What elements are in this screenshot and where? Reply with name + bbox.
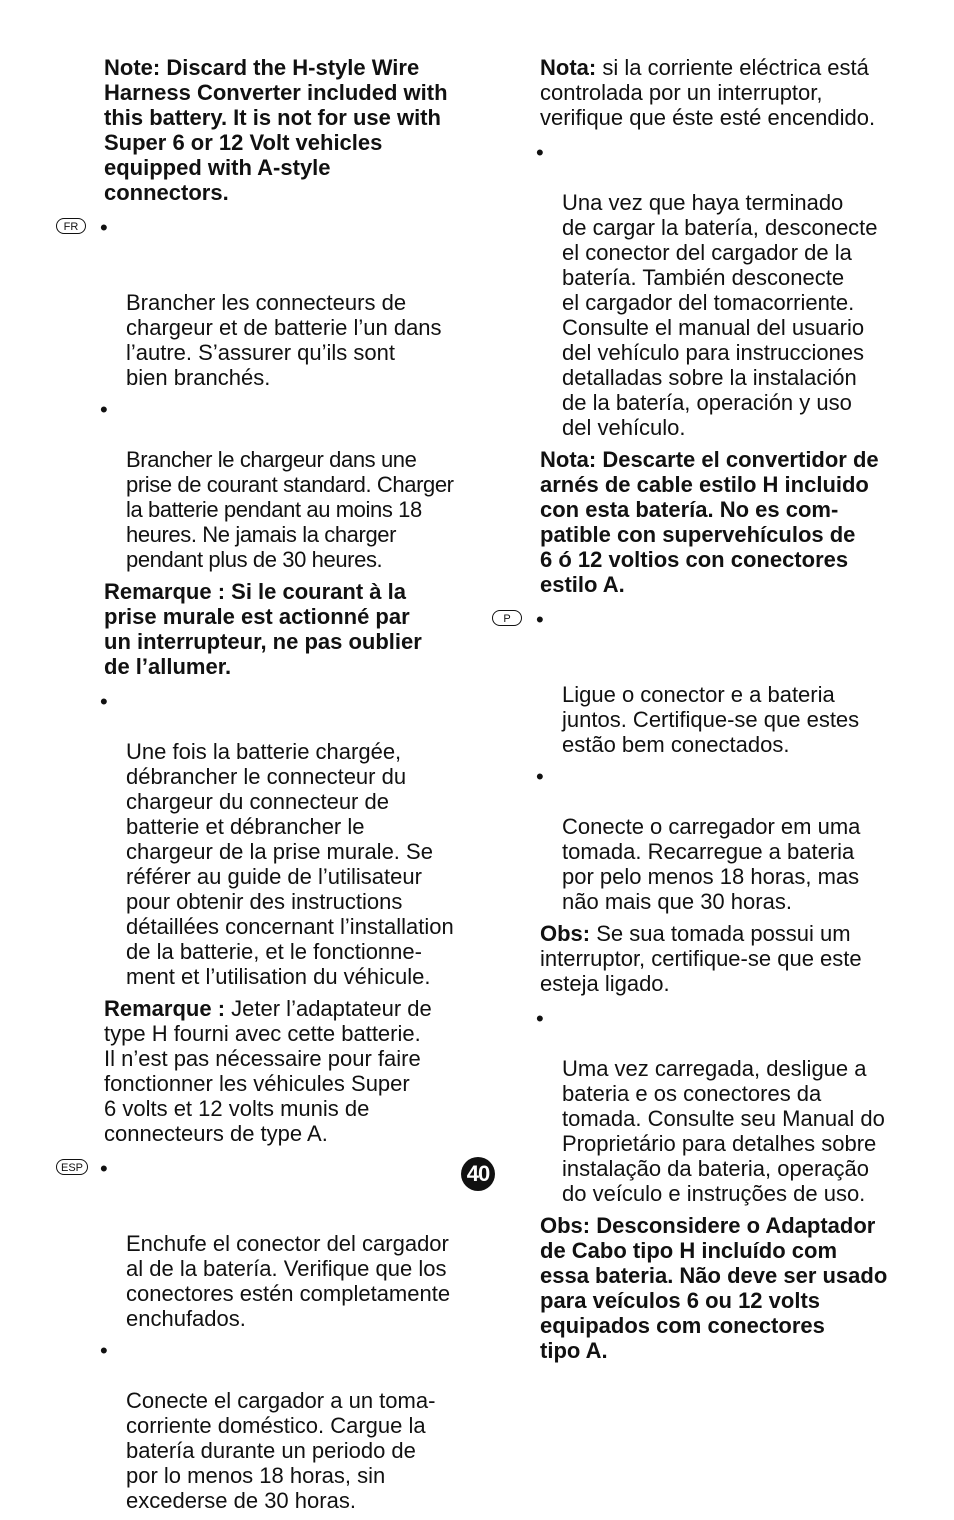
bullet-dot: • xyxy=(536,140,544,165)
esp-bullet-disconnect xyxy=(536,140,900,440)
fr-remarque-switch: Remarque : Si le courant à la prise murale est actionné par un interrupteur, ne pas oublier de l’allumer. xyxy=(104,579,422,679)
bullet-dot: • xyxy=(536,1006,544,1031)
bullet-dot: • xyxy=(100,1156,108,1181)
esp-language-badge: ESP xyxy=(56,1159,88,1175)
bullet-dot: • xyxy=(100,215,108,240)
bullet-dot: • xyxy=(100,689,108,714)
left-column xyxy=(61,55,464,1520)
p-obs-switch-label: Obs: xyxy=(540,921,591,946)
fr-remarque-adapter xyxy=(104,996,464,1146)
esp-bullet-charge-text: Conecte el cargador a un toma- corriente doméstico. Cargue la batería durante un periodo de por lo menos 18 horas, sin excederse de 30 horas. xyxy=(126,1388,436,1513)
p-instructions-2 xyxy=(536,1006,900,1206)
esp-bullet-connect xyxy=(61,1156,464,1331)
fr-bullet-disconnect-text: Une fois la batterie chargée, débrancher le connecteur du chargeur du connecteur de batterie et débrancher le chargeur de la prise murale. Se référer au guide de l’utilisateur pour obtenir des instructions détaillées concernant l’installation de la batterie, et le fonctionne- ment et l’utilisation du véhicule. xyxy=(126,739,454,989)
fr-instructions xyxy=(63,215,464,572)
p-bullet-charge xyxy=(536,764,900,914)
fr-bullet-connect-text: Brancher les connecteurs de chargeur et de batterie l’un dans l’autre. S’assurer qu’ils sont bien branchés. xyxy=(126,290,442,390)
fr-instructions-2 xyxy=(100,689,464,989)
esp-bullet-connect-text: Enchufe el conector del cargador al de la batería. Verifique que los conectores estén completamente enchufados. xyxy=(126,1231,451,1331)
esp-bullet-charge xyxy=(100,1338,464,1513)
p-bullet-connect-text: Ligue o conector e a bateria juntos. Certifique-se que estes estão bem conectados. xyxy=(562,682,860,757)
p-bullet-disconnect-text: Uma vez carregada, desligue a bateria e os conectores da tomada. Consulte seu Manual do Proprietário para detalhes sobre instalação da bateria, operação do veículo e instruções de uso. xyxy=(562,1056,885,1206)
fr-remarque-adapter-text: Jeter l’adaptateur de type H fourni avec cette batterie. Il n’est pas nécessaire pour faire fonctionner les véhicules Super 6 volts et 12 volts munis de connecteurs de type A. xyxy=(104,996,432,1146)
p-bullet-charge-text: Conecte o carregador em uma tomada. Recarregue a bateria por pelo menos 18 horas, mas não mais que 30 horas. xyxy=(562,814,861,914)
fr-bullet-disconnect xyxy=(100,689,464,989)
esp-nota-adapter: Nota: Descarte el convertidor de arnés de cable estilo H incluido con esta batería. No es com- patible con supervehículos de 6 ó 12 voltios con conectores estilo A. xyxy=(540,447,879,597)
esp-bullet-disconnect-text: Una vez que haya terminado de cargar la batería, desconecte el conector del cargador de la batería. También desconecte el cargador del tomacorriente. Consulte el manual del usuario del vehículo para instrucciones detalladas sobre la instalación de la batería, operación y uso del vehículo. xyxy=(562,190,878,440)
english-note: Note: Discard the H-style Wire Harness Converter included with this battery. It is not for use with Super 6 or 12 Volt vehicles equipped with A-style connectors. xyxy=(104,55,448,205)
esp-nota-switch-text: si la corriente eléctrica está controlada por un interruptor, verifique que éste esté encendido. xyxy=(540,55,876,130)
fr-bullet-charge-text: Brancher le chargeur dans une prise de courant standard. Charger la batterie pendant au moins 18 heures. Ne jamais la charger pendant plus de 30 heures. xyxy=(126,447,454,572)
fr-bullet-connect xyxy=(63,215,464,390)
p-obs-switch xyxy=(540,921,900,996)
p-obs-adapter: Obs: Desconsidere o Adaptador de Cabo tipo H incluído com essa bateria. Não deve ser usado para veículos 6 ou 12 volts equipados com conectores tipo A. xyxy=(540,1213,888,1363)
p-instructions xyxy=(503,607,900,914)
esp-nota-switch xyxy=(540,55,900,130)
p-bullet-disconnect xyxy=(536,1006,900,1206)
bullet-dot: • xyxy=(536,764,544,789)
page-number-badge: 40 xyxy=(461,1157,495,1191)
fr-language-badge: FR xyxy=(56,218,86,234)
esp-nota-switch-label: Nota: xyxy=(540,55,597,80)
fr-bullet-charge xyxy=(100,397,464,572)
fr-remarque-adapter-label: Remarque : xyxy=(104,996,226,1021)
right-column xyxy=(503,55,900,1373)
esp-instructions-2 xyxy=(536,140,900,440)
p-bullet-connect xyxy=(503,607,900,757)
bullet-dot: • xyxy=(100,397,108,422)
esp-instructions xyxy=(61,1156,464,1513)
bullet-dot: • xyxy=(536,607,544,632)
bullet-dot: • xyxy=(100,1338,108,1363)
p-language-badge: P xyxy=(492,610,522,626)
p-obs-switch-text: Se sua tomada possui um interruptor, certifique-se que este esteja ligado. xyxy=(540,921,862,996)
